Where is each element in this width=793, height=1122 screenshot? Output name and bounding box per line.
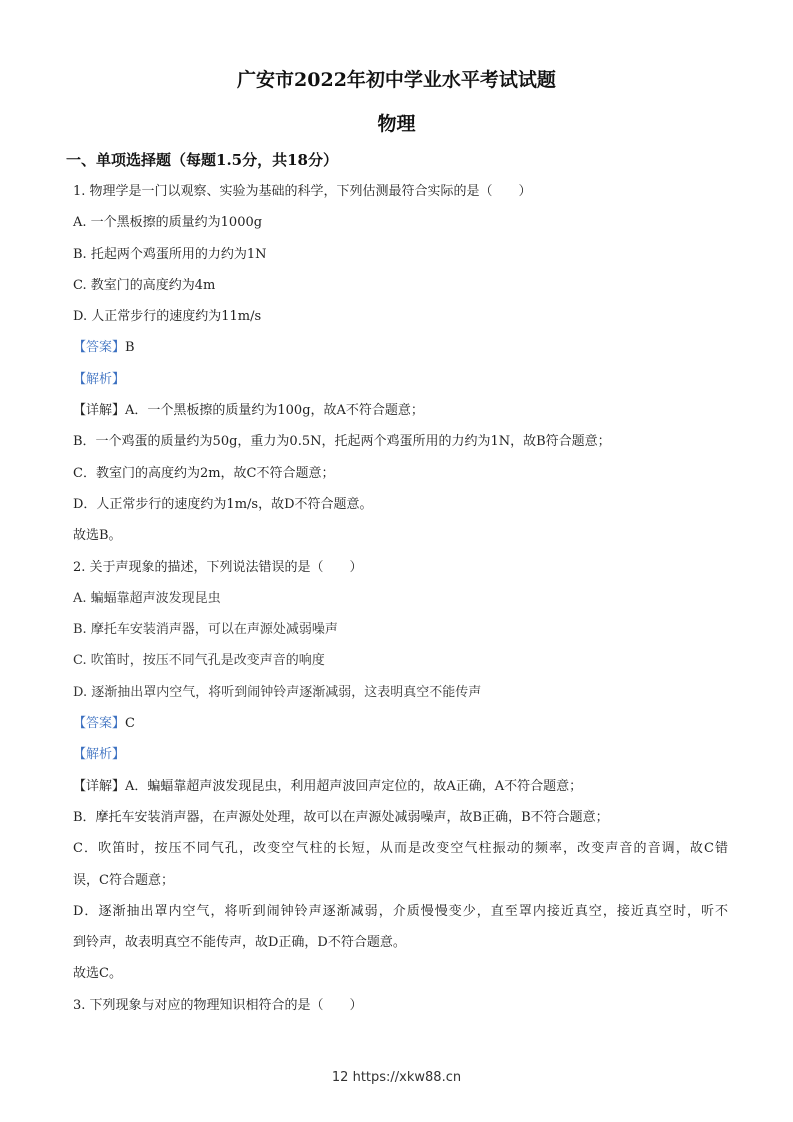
line-text: 【详解】A．蝙蝠靠超声波发现昆虫，利用超声波回声定位的，故A正确，A不符合题意；: [73, 778, 583, 794]
line-text: C. 教室门的高度约为4m: [73, 277, 216, 293]
line-text: B. 托起两个鸡蛋所用的力约为1N: [73, 246, 267, 262]
line-text: 3. 下列现象与对应的物理知识相符合的是（ ）: [73, 997, 363, 1013]
line-text: C: [125, 716, 135, 732]
line-text: 故选B。: [73, 528, 122, 544]
line-text: 【详解】A．一个黑板擦的质量约为100g，故A不符合题意；: [73, 403, 424, 419]
text-line: [73, 489, 728, 520]
text-line: [73, 990, 728, 1021]
text-line: [73, 645, 728, 676]
answer-label-line: [73, 708, 728, 739]
line-text: 故选C。: [73, 966, 122, 982]
line-text: A. 一个黑板擦的质量约为1000g: [73, 215, 263, 231]
text-line: [73, 927, 728, 958]
section-tag: 【解析】: [73, 747, 126, 763]
text-line: [73, 677, 728, 708]
text-line: [73, 239, 728, 270]
text-line: [73, 614, 728, 645]
line-text: B. 摩托车安装消声器，可以在声源处减弱噪声: [73, 622, 338, 638]
line-text: A. 蝙蝠靠超声波发现昆虫: [73, 590, 221, 606]
line-text: D．逐渐抽出罩内空气，将听到闹钟铃声逐渐减弱，介质慢慢变少，直至罩内接近真空，接近真空时，听不: [73, 903, 728, 919]
text-line: [73, 395, 728, 426]
text-line: [73, 176, 728, 207]
section-tag: 【解析】: [73, 371, 126, 387]
document-body: [73, 176, 728, 1021]
line-text: B．摩托车安装消声器，在声源处处理，故可以在声源处减弱噪声，故B正确，B不符合题意；: [73, 809, 609, 825]
section-heading: 一、单项选择题（每题1.5分，共18分）: [66, 151, 338, 169]
line-text: B．一个鸡蛋的质量约为50g，重力为0.5N，托起两个鸡蛋所用的力约为1N，故B符合题意；: [73, 434, 611, 450]
line-text: D. 逐渐抽出罩内空气，将听到闹钟铃声逐渐减弱，这表明真空不能传声: [73, 684, 482, 700]
exam-title: 广安市2022年初中学业水平考试试题: [237, 69, 556, 91]
text-line: [73, 552, 728, 583]
line-text: 到铃声，故表明真空不能传声，故D正确，D不符合题意。: [73, 935, 406, 951]
text-line: [73, 833, 728, 864]
line-text: D. 人正常步行的速度约为11m/s: [73, 309, 262, 325]
line-text: D．人正常步行的速度约为1m/s，故D不符合题意。: [73, 496, 373, 512]
line-text: C．吹笛时，按压不同气孔，改变空气柱的长短，从而是改变空气柱振动的频率，改变声音的音调，故C错: [73, 841, 728, 857]
text-line: [73, 207, 728, 238]
answer-label-line: [73, 364, 728, 395]
text-line: [73, 802, 728, 833]
answer-label-line: [73, 739, 728, 770]
line-text: C．教室门的高度约为2m，故C不符合题意；: [73, 465, 335, 481]
text-line: [73, 426, 728, 457]
text-line: [73, 301, 728, 332]
text-line: [73, 583, 728, 614]
text-line: [73, 270, 728, 301]
text-line: [73, 458, 728, 489]
line-text: C. 吹笛时，按压不同气孔是改变声音的响度: [73, 653, 325, 669]
line-text: B: [125, 340, 135, 356]
answer-label-line: [73, 332, 728, 363]
text-line: [73, 958, 728, 989]
text-line: [73, 865, 728, 896]
text-line: [73, 771, 728, 802]
line-text: 2. 关于声现象的描述，下列说法错误的是（ ）: [73, 559, 363, 575]
section-tag: 【答案】: [73, 716, 126, 732]
subject-title: 物理: [377, 113, 416, 135]
text-line: [73, 896, 728, 927]
line-text: 1. 物理学是一门以观察、实验为基础的科学，下列估测最符合实际的是（ ）: [73, 184, 532, 199]
text-line: [73, 520, 728, 551]
section-tag: 【答案】: [73, 340, 126, 356]
page-footer: 12 https://xkw88.cn: [331, 1070, 462, 1085]
line-text: 误，C符合题意；: [73, 872, 174, 888]
